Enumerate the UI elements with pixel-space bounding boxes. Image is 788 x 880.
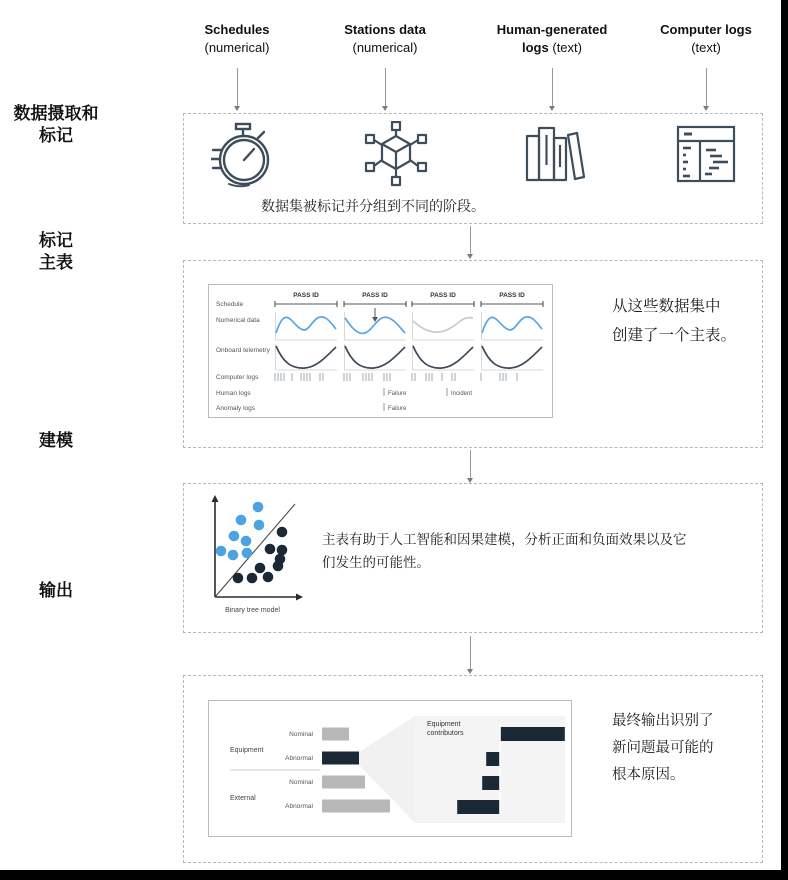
- ingestion-caption: 数据集被标记并分组到不同的阶段。: [261, 198, 485, 214]
- row-label-schedule: Schedule: [216, 301, 244, 308]
- master-table-panel: [208, 284, 553, 418]
- header-bold-text: Human-generated logs: [496, 22, 608, 55]
- stage-line: 主表: [39, 253, 73, 273]
- pass-id-header-3: PASS ID: [430, 292, 456, 299]
- log-table-icon: [676, 125, 736, 183]
- stage-label-output: [0, 580, 112, 602]
- stage-line: 输出: [39, 581, 73, 600]
- header-bold-text: Schedules: [204, 22, 270, 37]
- stage-label-ingestion: [0, 103, 112, 148]
- row-label-computer-logs: Computer logs: [216, 374, 259, 381]
- note-line: 创建了一个主表。: [612, 327, 737, 344]
- header-bold-text: Computer logs: [660, 22, 752, 37]
- note-line: 们发生的可能性。: [322, 555, 430, 570]
- contributors-title-line: contributors: [427, 730, 464, 737]
- stage-line: 建模: [39, 431, 73, 450]
- row-label-anomaly-logs: Anomaly logs: [216, 405, 256, 412]
- note-line: 新问题最可能的: [612, 740, 714, 756]
- output-panel: [208, 700, 572, 837]
- bar-label: Abnormal: [285, 755, 313, 762]
- bar-label: Abnormal: [285, 803, 313, 810]
- stage-label-modeling: [0, 430, 112, 452]
- connector-arrow-1: [470, 226, 471, 255]
- column-header-schedules: [175, 21, 299, 56]
- header-bold-text: Stations data: [344, 22, 426, 37]
- negative-class-dots: [233, 527, 288, 584]
- header-normal-text: (text): [691, 39, 721, 55]
- connector-arrow-2: [470, 450, 471, 479]
- header-arrow-3: [552, 68, 553, 107]
- pass-id-header-2: PASS ID: [362, 292, 388, 299]
- right-edge-bar: [781, 0, 788, 880]
- note-line: 根本原因。: [612, 767, 685, 783]
- positive-class-dots: [216, 502, 265, 561]
- header-arrow-4: [706, 68, 707, 107]
- y-axis-arrow: [212, 495, 219, 502]
- group-label-equipment: Equipment: [230, 747, 264, 754]
- header-arrow-2: [385, 68, 386, 107]
- stage-line: 标记: [39, 126, 73, 146]
- pass-id-header-4: PASS ID: [499, 292, 525, 299]
- anomaly-log-event-label: Failure: [388, 406, 407, 412]
- column-header-human-logs: [490, 21, 614, 56]
- column-header-computer-logs: [644, 21, 768, 56]
- books-icon: [523, 123, 585, 185]
- note-line: 从这些数据集中: [612, 298, 721, 315]
- group-label-external: External: [230, 795, 256, 802]
- cube-network-icon: [364, 121, 428, 187]
- human-log-event-label: Failure: [388, 391, 407, 397]
- master-table-note: [612, 292, 736, 350]
- stage-line: 数据摄取和: [13, 104, 99, 123]
- binary-tree-model-plot: [205, 494, 310, 609]
- stage-label-master-table: [0, 230, 112, 275]
- x-axis-arrow: [296, 594, 303, 601]
- header-normal-text: (numerical): [204, 39, 270, 55]
- row-label-human-logs: Human logs: [216, 390, 251, 397]
- bottom-edge-bar: [0, 870, 788, 880]
- row-label-onboard-telemetry: Onboard telemetry: [216, 347, 270, 354]
- row-label-numerical-data: Numerical data: [216, 317, 260, 324]
- pass-id-header-1: PASS ID: [293, 292, 319, 299]
- model-label: Binary tree model: [225, 607, 280, 614]
- contributors-title-line: Equipment: [427, 721, 461, 728]
- header-arrow-1: [237, 68, 238, 107]
- stage-line: 标记: [39, 231, 73, 250]
- column-header-stations-data: [323, 21, 447, 56]
- modeling-note: [322, 528, 687, 574]
- bar-label: Nominal: [289, 779, 313, 786]
- header-normal-text: (text): [552, 39, 582, 55]
- note-line: 主表有助于人工智能和因果建模，分析正面和负面效果以及它: [322, 532, 687, 547]
- stopwatch-icon: [211, 122, 275, 190]
- output-note: [612, 708, 714, 789]
- human-log-event-label: Incident: [451, 391, 473, 397]
- connector-arrow-3: [470, 636, 471, 670]
- bar-label: Nominal: [289, 731, 313, 738]
- note-line: 最终输出识别了: [612, 713, 714, 729]
- header-normal-text: (numerical): [352, 39, 418, 55]
